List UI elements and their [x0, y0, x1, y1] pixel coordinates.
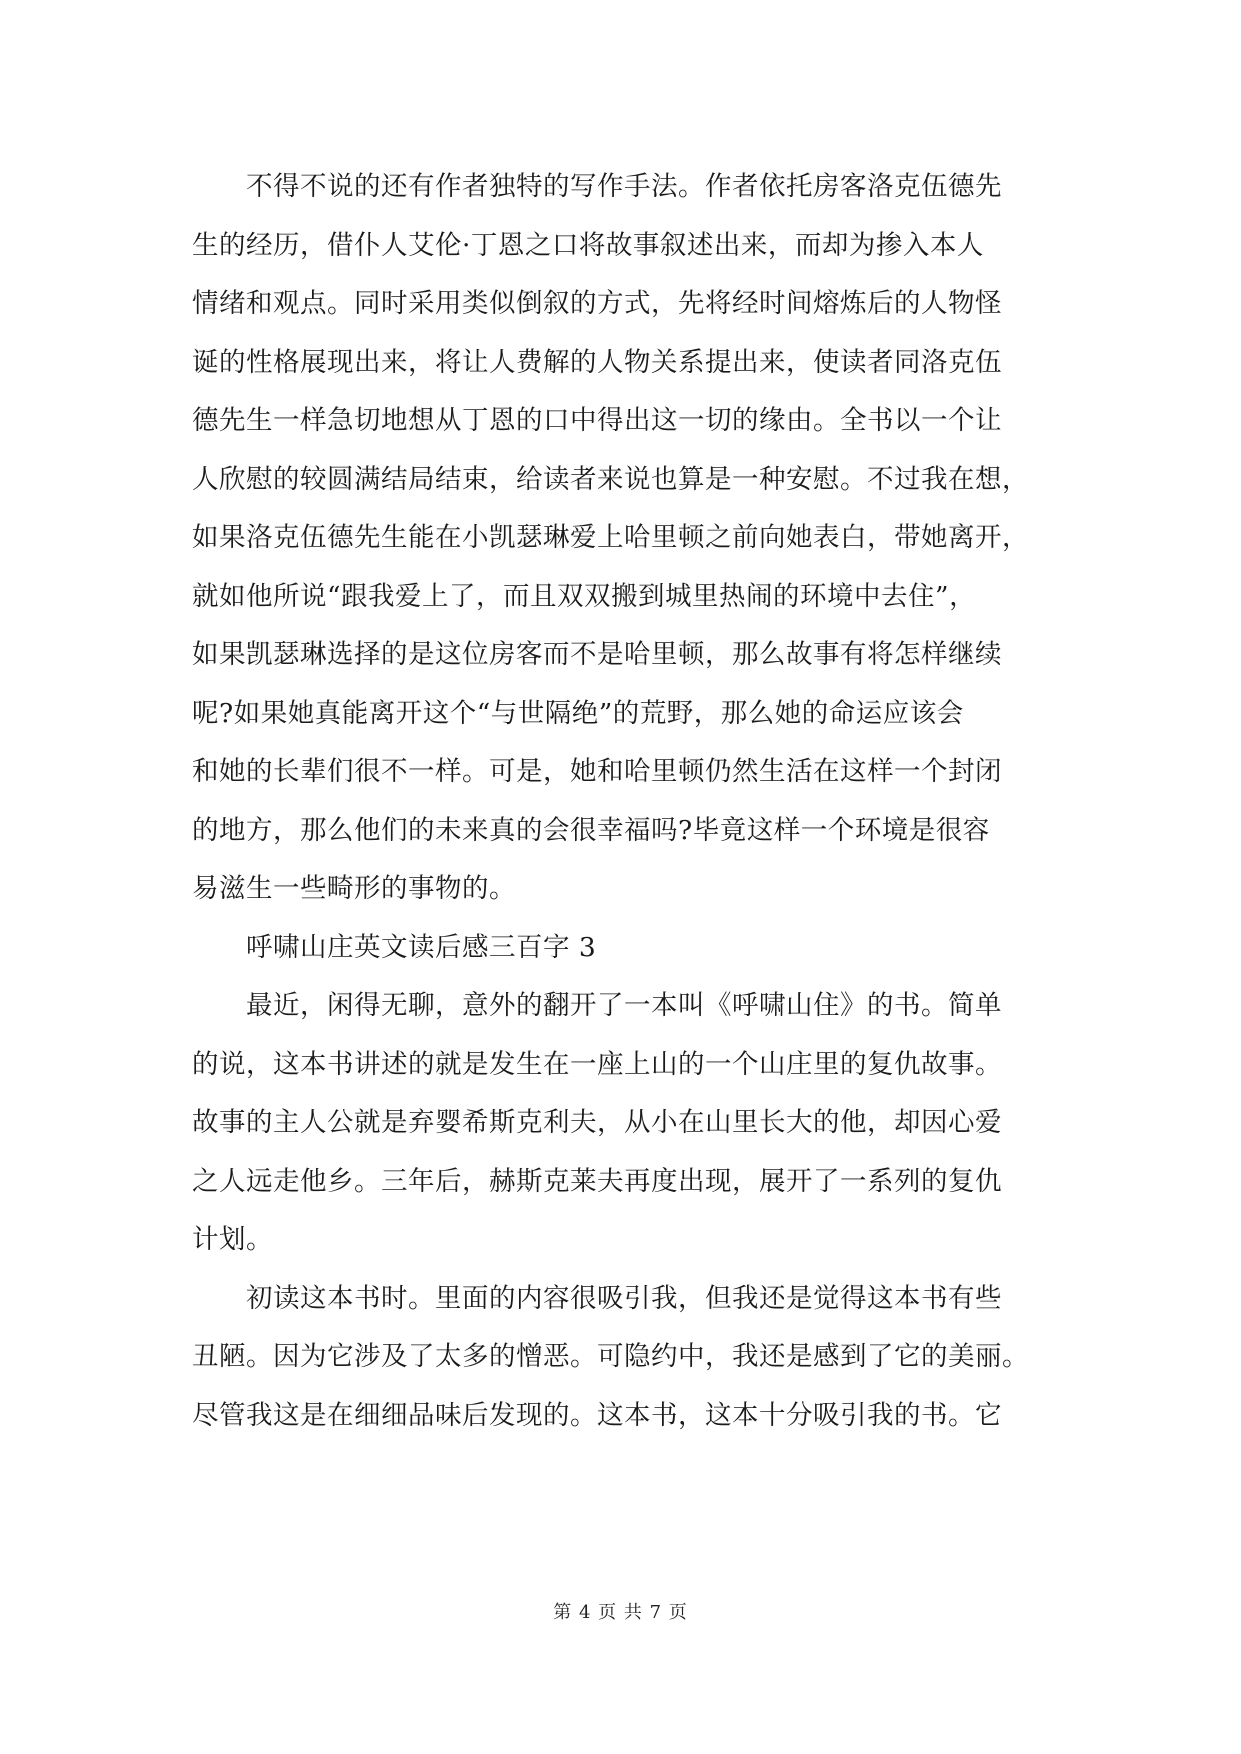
text-line: 最近，闲得无聊，意外的翻开了一本叫《呼啸山住》的书。简单	[192, 990, 1002, 1021]
text-line: 如果凯瑟琳选择的是这位房客而不是哈里顿，那么故事有将怎样继续	[192, 639, 1002, 670]
text-line: 丑陋。因为它涉及了太多的憎恶。可隐约中，我还是感到了它的美丽。	[192, 1341, 1029, 1372]
text-line: 就如他所说“跟我爱上了，而且双双搬到城里热闹的环境中去住”，	[192, 580, 977, 612]
text-line: 易滋生一些畸形的事物的。	[192, 873, 516, 904]
text-line: 德先生一样急切地想从丁恩的口中得出这一切的缘由。全书以一个让	[192, 405, 1002, 436]
page-number-footer: 第 4 页 共 7 页	[553, 1602, 688, 1623]
section-heading: 呼啸山庄英文读后感三百字 3	[192, 931, 597, 963]
text-line: 不得不说的还有作者独特的写作手法。作者依托房客洛克伍德先	[192, 171, 1002, 202]
text-line: 的说，这本书讲述的就是发生在一座上山的一个山庄里的复仇故事。	[192, 1048, 1002, 1080]
text-line: 呢?如果她真能离开这个“与世隔绝”的荒野，那么她的命运应该会	[192, 697, 964, 729]
text-line: 人欣慰的较圆满结局结束，给读者来说也算是一种安慰。不过我在想，	[192, 463, 1029, 495]
text-line: 计划。	[192, 1224, 273, 1255]
text-line: 尽管我这是在细细品味后发现的。这本书，这本十分吸引我的书。它	[192, 1399, 1002, 1431]
text-line: 情绪和观点。同时采用类似倒叙的方式，先将经时间熔炼后的人物怪	[192, 288, 1002, 319]
text-line: 生的经历，借仆人艾伦·丁恩之口将故事叙述出来，而却为掺入本人	[192, 229, 984, 261]
text-line: 诞的性格展现出来，将让人费解的人物关系提出来，使读者同洛克伍	[192, 346, 1002, 378]
text-line: 和她的长辈们很不一样。可是，她和哈里顿仍然生活在这样一个封闭	[192, 756, 1002, 787]
body-text	[192, 158, 1049, 1445]
text-line: 的地方，那么他们的未来真的会很幸福吗?毕竟这样一个环境是很容	[192, 814, 990, 846]
text-line: 之人远走他乡。三年后，赫斯克莱夫再度出现，展开了一系列的复仇	[192, 1165, 1002, 1197]
text-line: 如果洛克伍德先生能在小凯瑟琳爱上哈里顿之前向她表白，带她离开，	[192, 522, 1029, 553]
text-line: 故事的主人公就是弃婴希斯克利夫，从小在山里长大的他，却因心爱	[192, 1107, 1002, 1138]
text-line: 初读这本书时。里面的内容很吸引我，但我还是觉得这本书有些	[192, 1282, 1002, 1314]
